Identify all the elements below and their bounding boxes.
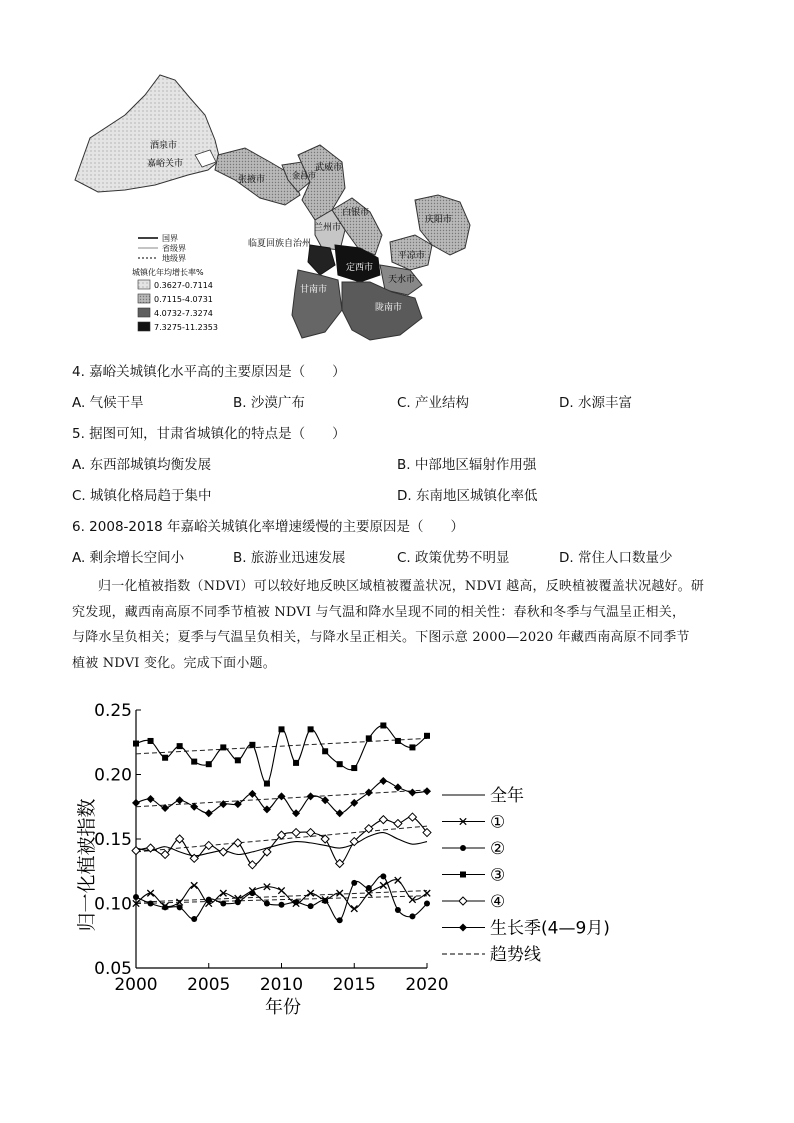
data-point (366, 885, 372, 891)
map-label-jiayuguan: 嘉峪关市 (147, 159, 184, 169)
map-label-dingxi: 定西市 (346, 263, 374, 273)
q5-option-d[interactable]: D. 东南地区城镇化率低 (397, 488, 538, 504)
data-point (379, 777, 387, 785)
x-tick-label: 2020 (405, 975, 449, 995)
q4-option-c[interactable]: C. 产业结构 (397, 395, 470, 411)
map-label-tianshui: 天水市 (388, 275, 416, 285)
data-point (409, 744, 415, 750)
legend-label: ④ (490, 892, 506, 912)
ndvi-passage (72, 574, 732, 676)
data-point (205, 809, 213, 817)
q4-option-d[interactable]: D. 水源丰富 (559, 395, 632, 411)
q4-stem: 4. 嘉峪关城镇化水平高的主要原因是（ ） (72, 364, 346, 380)
map-label-gannan: 甘南市 (300, 285, 328, 295)
y-tick-label: 0.10 (94, 894, 132, 915)
svg-text:省级界: 省级界 (162, 244, 186, 253)
q5-stem: 5. 据图可知，甘肃省城镇化的特点是（ ） (72, 426, 346, 442)
data-point (191, 882, 197, 888)
x-tick-label: 2010 (259, 975, 304, 995)
data-point (264, 901, 270, 907)
data-point (206, 897, 212, 903)
y-tick-label: 0.15 (94, 830, 132, 850)
map-label-jinchang: 金昌市 (292, 171, 316, 180)
data-point (248, 790, 256, 798)
svg-text:0.3627-0.7114: 0.3627-0.7114 (154, 281, 213, 290)
data-point (133, 894, 139, 900)
q6-stem: 6. 2008-2018 年嘉峪关城镇化率增速缓慢的主要原因是（ ） (72, 519, 465, 535)
x-tick-label: 2005 (187, 975, 231, 995)
q6-option-a[interactable]: A. 剩余增长空间小 (72, 550, 185, 566)
data-point (423, 787, 431, 795)
series-line (136, 725, 427, 783)
legend-label: ① (490, 812, 506, 833)
legend-marker (459, 897, 467, 905)
data-point (380, 873, 386, 879)
data-point (220, 744, 226, 750)
data-point (292, 809, 300, 817)
y-axis-label: 归一化植被指数 (76, 798, 98, 932)
passage-line: 与降水呈负相关；夏季与气温呈负相关，与降水呈正相关。下图示意 2000—2020 年藏西南高原不同季节 (72, 630, 690, 645)
map-label-zhangye: 张掖市 (238, 175, 266, 185)
data-point (206, 761, 212, 767)
data-point (249, 890, 255, 896)
legend-marker (460, 845, 466, 851)
data-point (394, 820, 402, 828)
q6-option-d[interactable]: D. 常住人口数量少 (559, 550, 673, 566)
x-axis-label: 年份 (265, 997, 301, 1018)
data-point (351, 905, 357, 911)
data-point (147, 795, 155, 803)
map-label-linxia: 临夏回族自治州 (248, 239, 312, 249)
data-point (278, 887, 284, 893)
data-point (336, 809, 344, 817)
legend-marker (460, 872, 466, 878)
data-point (162, 904, 168, 910)
legend-label-trend: 趋势线 (490, 945, 541, 965)
q4-option-a[interactable]: A. 气候干旱 (72, 395, 144, 411)
data-point (322, 898, 328, 904)
data-point (307, 829, 315, 837)
series-line (136, 876, 427, 921)
data-point (424, 901, 430, 907)
data-point (337, 917, 343, 923)
ndvi-line-chart (75, 695, 675, 1025)
data-point (337, 761, 343, 767)
data-point (292, 829, 300, 837)
y-tick-label: 0.25 (94, 701, 132, 721)
data-point (279, 726, 285, 732)
x-tick-label: 2000 (114, 975, 158, 995)
data-point (293, 899, 299, 905)
y-tick-label: 0.20 (94, 765, 132, 786)
passage-line: 植被 NDVI 变化。完成下面小题。 (72, 655, 276, 671)
legend-label: 全年 (490, 786, 524, 806)
data-point (132, 847, 140, 855)
x-tick-label: 2015 (332, 975, 376, 995)
map-legend (132, 234, 218, 332)
passage-line: 归一化植被指数（NDVI）可以较好地反映区域植被覆盖状况，NDVI 越高，反映植被覆盖状况越好。研 (98, 579, 705, 594)
data-point (177, 743, 183, 749)
data-point (191, 759, 197, 765)
map-label-qingyang: 庆阳市 (425, 215, 453, 225)
data-point (220, 901, 226, 907)
data-point (394, 783, 402, 791)
data-point (322, 748, 328, 754)
data-point (249, 742, 255, 748)
svg-text:4.0732-7.3274: 4.0732-7.3274 (154, 309, 213, 318)
q6-option-c[interactable]: C. 政策优势不明显 (397, 550, 510, 566)
map-label-jiuquan: 酒泉市 (150, 141, 178, 151)
data-point (133, 741, 139, 747)
data-point (279, 902, 285, 908)
data-point (293, 760, 299, 766)
q6-option-b[interactable]: B. 旅游业迅速发展 (233, 550, 346, 566)
map-label-pingliang: 平凉市 (398, 251, 426, 261)
data-point (408, 789, 416, 797)
q4-option-b[interactable]: B. 沙漠广布 (233, 395, 305, 411)
data-point (380, 722, 386, 728)
data-point (177, 904, 183, 910)
svg-text:国界: 国界 (162, 234, 178, 243)
data-point (191, 916, 197, 922)
data-point (263, 805, 271, 813)
data-point (395, 738, 401, 744)
data-point (351, 880, 357, 886)
q5-option-a[interactable]: A. 东西部城镇均衡发展 (72, 457, 212, 473)
data-point (235, 899, 241, 905)
map-region-linxia (308, 245, 335, 275)
data-point (176, 796, 184, 804)
legend-label: ② (490, 839, 506, 859)
data-point (308, 903, 314, 909)
map-region-jiuquan (75, 75, 220, 192)
trend-line (136, 891, 427, 903)
data-point (424, 733, 430, 739)
data-point (148, 901, 154, 907)
data-point (409, 913, 415, 919)
data-point (395, 907, 401, 913)
svg-text:0.7115-4.0731: 0.7115-4.0731 (154, 295, 213, 304)
legend-label: 生长季(4—9月) (490, 918, 610, 939)
q5-option-b[interactable]: B. 中部地区辐射作用强 (397, 457, 537, 473)
y-tick-label: 0.05 (94, 959, 132, 979)
data-point (408, 813, 416, 821)
map-label-lanzhou: 兰州市 (314, 223, 342, 233)
data-point (351, 765, 357, 771)
map-region-gannan (292, 270, 342, 338)
data-point (379, 816, 387, 824)
data-point (132, 799, 140, 807)
data-point (264, 781, 270, 787)
data-point (190, 803, 198, 811)
data-point (148, 738, 154, 744)
svg-text:7.3275-11.2353: 7.3275-11.2353 (154, 323, 218, 332)
q5-option-c[interactable]: C. 城镇化格局趋于集中 (72, 488, 212, 504)
passage-line: 究发现，藏西南高原不同季节植被 NDVI 与气温和降水呈现不同的相关性：春秋和冬季与气温呈正相关， (72, 604, 686, 620)
data-point (308, 726, 314, 732)
data-point (380, 882, 386, 888)
legend-label: ③ (490, 865, 506, 886)
map-label-baiyin: 白银市 (342, 208, 370, 218)
map-label-wuwei: 武威市 (315, 163, 343, 173)
map-label-longnan: 陇南市 (375, 303, 403, 313)
svg-text:城镇化年均增长率%: 城镇化年均增长率% (132, 268, 204, 277)
svg-text:地级界: 地级界 (162, 254, 186, 263)
data-point (205, 841, 213, 849)
data-point (219, 848, 227, 856)
legend-marker (459, 924, 467, 932)
gansu-urbanization-map (70, 70, 480, 350)
data-point (366, 735, 372, 741)
data-point (162, 755, 168, 761)
data-point (235, 757, 241, 763)
